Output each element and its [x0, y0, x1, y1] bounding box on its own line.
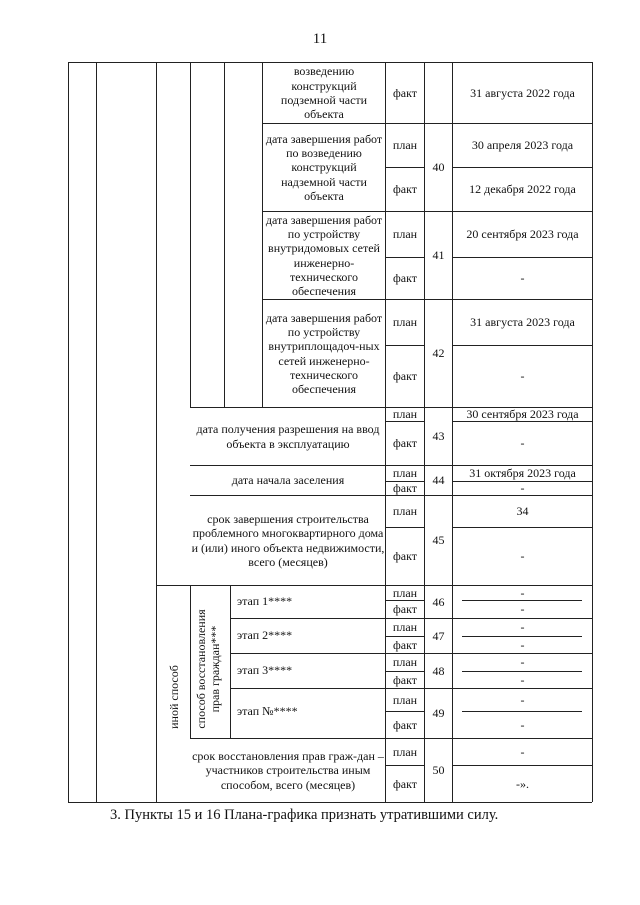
- row-number: 49: [432, 706, 445, 721]
- fact-value: -: [520, 436, 525, 451]
- plan-label: план: [392, 692, 418, 707]
- plan-value: -: [520, 655, 525, 670]
- fact-value: -: [520, 549, 525, 564]
- fact-value: -: [520, 271, 525, 286]
- restore-rights-label: [194, 604, 224, 734]
- row-desc: срок восстановления прав граж-дан – участников строительства иным способом, всего (месяцев): [192, 749, 384, 792]
- plan-label: план: [392, 315, 418, 330]
- row-desc: дата начала заселения: [231, 473, 345, 488]
- fact-label: факт: [392, 717, 418, 732]
- fact-value: -: [520, 717, 525, 732]
- other-method-label: иной способ: [167, 665, 181, 729]
- row-number: 48: [432, 663, 445, 678]
- plan-value: -: [520, 692, 525, 707]
- plan-value: -: [520, 585, 525, 600]
- fact-label: факт: [392, 637, 418, 652]
- plan-value: -: [520, 620, 525, 635]
- row-desc: дата получения разрешения на ввод объекта в эксплуатацию: [196, 422, 380, 451]
- row-desc: этап №****: [237, 704, 298, 718]
- fact-label: факт: [392, 672, 418, 687]
- plan-value: 34: [516, 504, 529, 519]
- table-border: [592, 62, 593, 802]
- fact-label: факт: [392, 549, 418, 564]
- row-desc: этап 3****: [237, 663, 293, 677]
- row-number: 40: [432, 160, 445, 175]
- plan-label: план: [392, 227, 418, 242]
- plan-label: план: [392, 744, 418, 759]
- fact-value: 12 декабря 2022 года: [469, 182, 576, 197]
- fact-label: факт: [392, 436, 418, 451]
- table-border: [156, 62, 157, 802]
- plan-label: план: [392, 504, 418, 519]
- fact-label: факт: [392, 481, 418, 496]
- fact-value: -: [520, 602, 525, 617]
- row-number: 41: [432, 248, 445, 263]
- row-number: 43: [432, 429, 445, 444]
- table-border: [190, 585, 191, 738]
- table-border: [96, 62, 97, 802]
- plan-value: 31 августа 2023 года: [470, 315, 575, 330]
- plan-label: план: [392, 585, 418, 600]
- footer-note: 3. Пункты 15 и 16 Плана-графика признать утратившими силу.: [110, 807, 499, 823]
- fact-value: -: [520, 481, 525, 496]
- row-desc: этап 1****: [237, 594, 293, 608]
- table-border: [230, 585, 231, 738]
- fact-label: факт: [392, 182, 418, 197]
- row-desc: дата завершения работ по устройству внутриплощадоч-ных сетей инженерно-технического обеспечения: [265, 310, 383, 397]
- row-number: 44: [432, 473, 445, 488]
- row-desc: этап 2****: [237, 628, 293, 642]
- page-number: 11: [312, 31, 328, 47]
- row-desc: возведению конструкций подземной части объекта: [280, 64, 368, 122]
- table-border: [224, 62, 225, 407]
- fact-label: факт: [392, 776, 418, 791]
- restore-rights-line1: способ восстановления: [194, 609, 208, 729]
- row-number: 46: [432, 594, 445, 609]
- table-border: [68, 802, 592, 803]
- plan-label: план: [392, 138, 418, 153]
- fact-value: -».: [516, 776, 529, 791]
- fact-value: 31 августа 2022 года: [470, 85, 575, 100]
- fact-label: факт: [392, 369, 418, 384]
- fact-value: -: [520, 672, 525, 687]
- row-number: 42: [432, 346, 445, 361]
- plan-label: план: [392, 407, 418, 422]
- plan-label: план: [392, 466, 418, 481]
- fact-value: -: [520, 369, 525, 384]
- fact-label: факт: [392, 271, 418, 286]
- plan-value: 30 сентября 2023 года: [466, 407, 579, 422]
- row-desc: срок завершения строительства проблемного многоквартирного дома и (или) иного объекта недвижимости, всего (месяцев): [191, 511, 385, 569]
- table-border: [68, 62, 69, 802]
- plan-label: план: [392, 655, 418, 670]
- table-border: [190, 62, 191, 407]
- fact-label: факт: [392, 85, 418, 100]
- plan-label: план: [392, 620, 418, 635]
- row-desc: дата завершения работ по устройству внутридомовых сетей инженерно-технического обеспечения: [265, 212, 383, 299]
- plan-value: 30 апреля 2023 года: [471, 138, 574, 153]
- restore-rights-line2: прав граждан***: [208, 625, 222, 713]
- fact-label: факт: [392, 602, 418, 617]
- fact-value: -: [520, 637, 525, 652]
- plan-value: 20 сентября 2023 года: [466, 227, 579, 242]
- row-desc: дата завершения работ по возведению конструкций надземной части объекта: [265, 131, 383, 203]
- plan-value: 31 октября 2023 года: [469, 466, 576, 481]
- row-number: 47: [432, 628, 445, 643]
- row-number: 50: [432, 763, 445, 778]
- row-number: 45: [432, 533, 445, 548]
- plan-value: -: [520, 744, 525, 759]
